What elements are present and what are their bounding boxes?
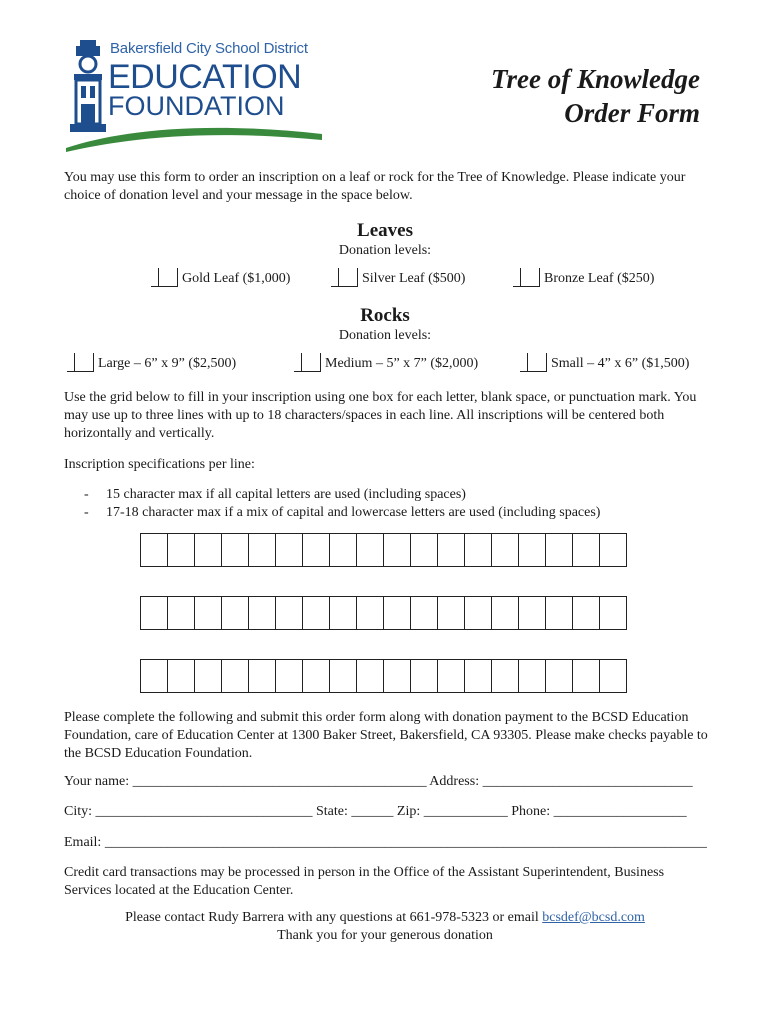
inscription-cell[interactable] xyxy=(330,660,357,692)
logo-green-swoosh xyxy=(66,122,326,152)
foundation-logo xyxy=(66,38,326,150)
inscription-cell[interactable] xyxy=(384,660,411,692)
gold-leaf-option[interactable] xyxy=(158,268,290,287)
inscription-cell[interactable] xyxy=(384,534,411,566)
bronze-leaf-label: Bronze Leaf ($250) xyxy=(544,271,655,286)
small-rock-label: Small – 4” x 6” ($1,500) xyxy=(551,356,690,371)
bronze-leaf-option[interactable] xyxy=(520,268,654,287)
inscription-cell[interactable] xyxy=(357,534,384,566)
inscription-cell[interactable] xyxy=(276,534,303,566)
inscription-cell[interactable] xyxy=(195,660,222,692)
inscription-cell[interactable] xyxy=(249,660,276,692)
inscription-cell[interactable] xyxy=(600,534,626,566)
email-field[interactable]: Email: ______________________________________________________________________________________ xyxy=(64,835,707,850)
inscription-cell[interactable] xyxy=(141,534,168,566)
large-rock-label: Large – 6” x 9” ($2,500) xyxy=(98,356,237,371)
inscription-cell[interactable] xyxy=(411,597,438,629)
contact-email-link[interactable]: bcsdef@bcsd.com xyxy=(542,910,645,925)
spec-item-1: - 15 character max if all capital letters are used (including spaces) xyxy=(84,487,466,502)
inscription-cell[interactable] xyxy=(411,660,438,692)
inscription-cell[interactable] xyxy=(141,660,168,692)
bronze-leaf-checkbox[interactable] xyxy=(520,268,540,287)
inscription-cell[interactable] xyxy=(222,534,249,566)
inscription-cell[interactable] xyxy=(330,534,357,566)
inscription-cell[interactable] xyxy=(438,660,465,692)
city-state-zip-phone-fields[interactable]: City: _______________________________ State: ______ Zip: ____________ Phone: ___________________ xyxy=(64,804,687,819)
inscription-cell[interactable] xyxy=(357,660,384,692)
inscription-cell[interactable] xyxy=(519,534,546,566)
inscription-cell[interactable] xyxy=(222,597,249,629)
inscription-cell[interactable] xyxy=(357,597,384,629)
name-address-fields[interactable]: Your name: __________________________________________ Address: ______________________________ xyxy=(64,774,693,789)
inscription-cell[interactable] xyxy=(465,534,492,566)
rocks-heading: Rocks xyxy=(360,305,410,326)
inscription-cell[interactable] xyxy=(276,597,303,629)
large-rock-checkbox[interactable] xyxy=(74,353,94,372)
inscription-cell[interactable] xyxy=(411,534,438,566)
inscription-line-1[interactable] xyxy=(140,533,627,567)
inscription-line-2[interactable] xyxy=(140,596,627,630)
medium-rock-option[interactable] xyxy=(301,353,478,372)
logo-foundation-text: FOUNDATION xyxy=(108,91,285,121)
inscription-cell[interactable] xyxy=(249,597,276,629)
inscription-cell[interactable] xyxy=(546,534,573,566)
inscription-cell[interactable] xyxy=(384,597,411,629)
small-rock-checkbox[interactable] xyxy=(527,353,547,372)
silver-leaf-label: Silver Leaf ($500) xyxy=(362,271,466,286)
grid-instructions: Use the grid below to fill in your inscription using one box for each letter, blank space, or punctuation mark. You may use up to three lines with up to 18 characters/spaces in each line. All inscriptions will be centered both horizontally and vertically. xyxy=(64,390,697,441)
credit-card-note: Credit card transactions may be processed in person in the Office of the Assistant Superintendent, Business Services located at the Education Center. xyxy=(64,865,665,898)
silver-leaf-checkbox[interactable] xyxy=(338,268,358,287)
inscription-line-3[interactable] xyxy=(140,659,627,693)
inscription-cell[interactable] xyxy=(276,660,303,692)
spec-list xyxy=(84,486,724,522)
rocks-donation-label: Donation levels: xyxy=(338,328,432,343)
logo-education-text: EDUCATION xyxy=(108,58,302,96)
inscription-cell[interactable] xyxy=(168,597,195,629)
form-title xyxy=(491,62,700,130)
inscription-cell[interactable] xyxy=(438,534,465,566)
inscription-cell[interactable] xyxy=(573,660,600,692)
inscription-cell[interactable] xyxy=(303,534,330,566)
intro-paragraph: You may use this form to order an inscription on a leaf or rock for the Tree of Knowledge. Please indicate your choice of donation level and your message in the space below. xyxy=(64,170,686,203)
inscription-cell[interactable] xyxy=(168,534,195,566)
medium-rock-label: Medium – 5” x 7” ($2,000) xyxy=(325,356,479,371)
inscription-cell[interactable] xyxy=(249,534,276,566)
inscription-cell[interactable] xyxy=(519,660,546,692)
inscription-cell[interactable] xyxy=(330,597,357,629)
leaves-heading: Leaves xyxy=(357,220,413,241)
inscription-cell[interactable] xyxy=(492,534,519,566)
large-rock-option[interactable] xyxy=(74,353,236,372)
inscription-cell[interactable] xyxy=(600,660,626,692)
contact-line xyxy=(0,910,770,926)
logo-district-name: Bakersfield City School District xyxy=(110,40,308,57)
spec-item-2: - 17-18 character max if a mix of capital and lowercase letters are used (including spaces) xyxy=(84,505,601,520)
thank-you-line: Thank you for your generous donation xyxy=(277,928,493,943)
inscription-cell[interactable] xyxy=(492,660,519,692)
title-line-2: Order Form xyxy=(564,98,700,128)
inscription-cell[interactable] xyxy=(141,597,168,629)
inscription-cell[interactable] xyxy=(546,597,573,629)
inscription-cell[interactable] xyxy=(573,534,600,566)
inscription-cell[interactable] xyxy=(600,597,626,629)
inscription-cell[interactable] xyxy=(465,597,492,629)
inscription-cell[interactable] xyxy=(195,597,222,629)
submit-instructions: Please complete the following and submit this order form along with donation payment to the BCSD Education Foundation, care of Education Center at 1300 Baker Street, Bakersfield, CA 93305. Please make checks payable to the BCSD Education Foundation. xyxy=(64,710,708,761)
silver-leaf-option[interactable] xyxy=(338,268,465,287)
small-rock-option[interactable] xyxy=(527,353,689,372)
spec-heading: Inscription specifications per line: xyxy=(64,457,255,472)
title-line-1: Tree of Knowledge xyxy=(491,64,700,94)
leaves-donation-label: Donation levels: xyxy=(338,243,432,258)
inscription-cell[interactable] xyxy=(465,660,492,692)
inscription-cell[interactable] xyxy=(573,597,600,629)
gold-leaf-label: Gold Leaf ($1,000) xyxy=(182,271,291,286)
inscription-cell[interactable] xyxy=(303,597,330,629)
gold-leaf-checkbox[interactable] xyxy=(158,268,178,287)
inscription-cell[interactable] xyxy=(303,660,330,692)
contact-text: Please contact Rudy Barrera with any questions at 661-978-5323 or email xyxy=(125,910,543,925)
inscription-cell[interactable] xyxy=(546,660,573,692)
medium-rock-checkbox[interactable] xyxy=(301,353,321,372)
inscription-cell[interactable] xyxy=(438,597,465,629)
inscription-cell[interactable] xyxy=(222,660,249,692)
inscription-cell[interactable] xyxy=(168,660,195,692)
inscription-cell[interactable] xyxy=(519,597,546,629)
inscription-cell[interactable] xyxy=(195,534,222,566)
inscription-cell[interactable] xyxy=(492,597,519,629)
